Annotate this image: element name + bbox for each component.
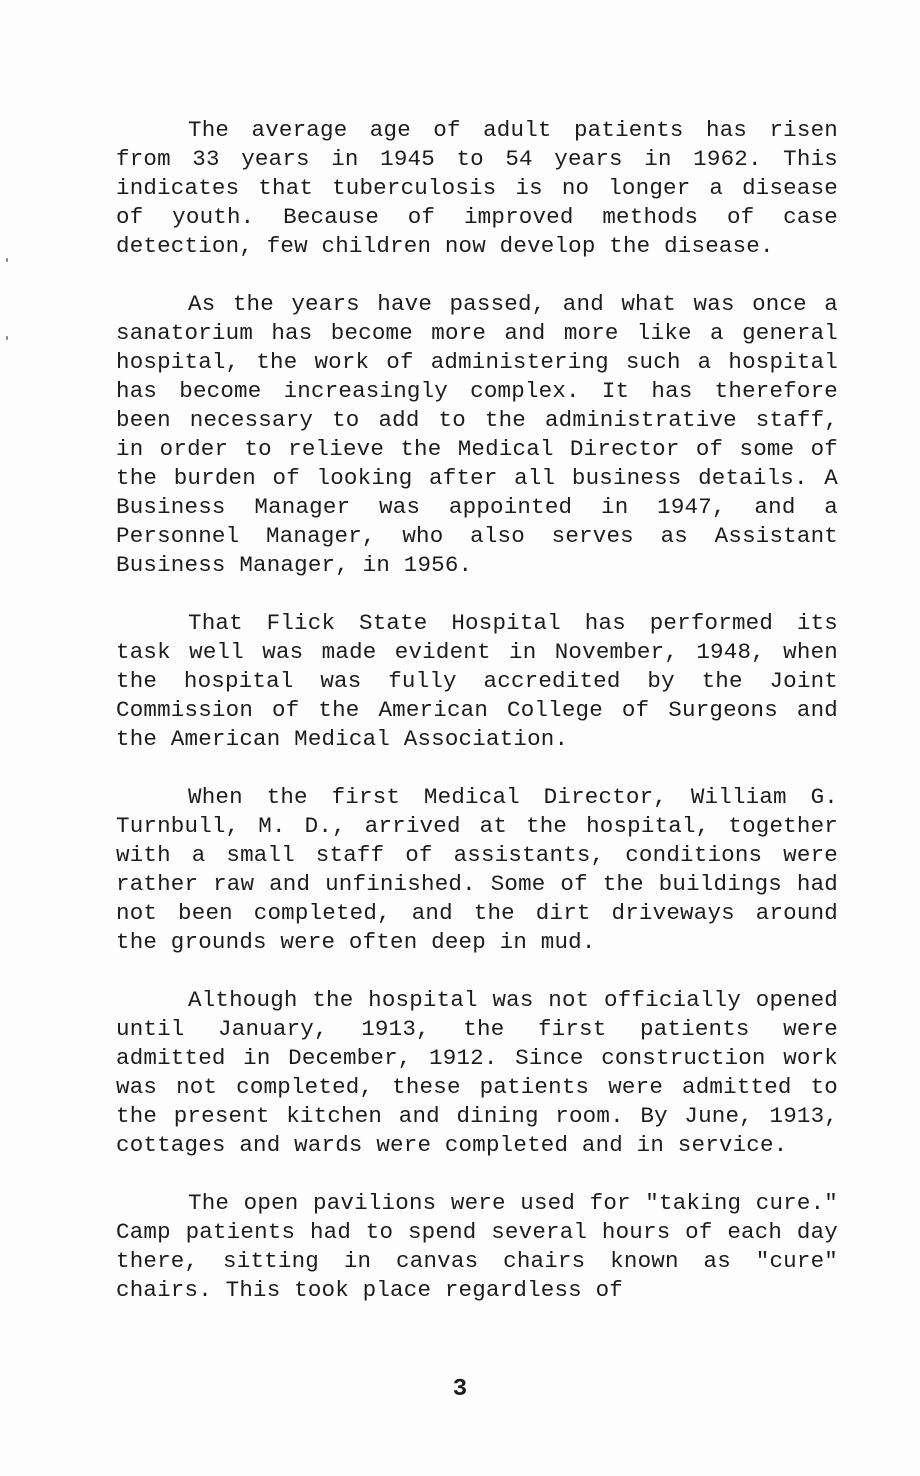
body-text [116, 116, 838, 1334]
paragraph-accreditation: That Flick State Hospital has performed its task well was made evident in November, 1948, when the hospital was fully accredited by the Joint Commission of the American College of Surgeons and the American Medical Association. [116, 610, 838, 752]
paragraph-administration: As the years have passed, and what was once a sanatorium has become more and more like a general hospital, the work of administering such a hospital has become increasingly complex. It has therefore been necessary to add to the administrative staff, in order to relieve the Medical Director of some of the burden of looking after all business details. A Business Manager was appointed in 1947, and a Personnel Manager, who also serves as Assistant Business Manager, in 1956. [116, 291, 838, 578]
paragraph-patient-age: The average age of adult patients has risen from 33 years in 1945 to 54 years in 1962. This indicates that tuberculosis is no longer a disease of youth. Because of improved methods of case detection, few children now develop the disease. [116, 117, 838, 259]
paragraph-pavilions: The open pavilions were used for "taking cure." Camp patients had to spend several hours of each day there, sitting in canvas chairs known as "cure" chairs. This took place regardless of [116, 1190, 838, 1303]
paragraph-opening: Although the hospital was not officially opened until January, 1913, the first patients were admitted in December, 1912. Since construction work was not completed, these patients were admitted to the present kitchen and dining room. By June, 1913, cottages and wards were completed and in service. [116, 987, 838, 1158]
margin-mark [6, 258, 8, 262]
paragraph-first-director: When the first Medical Director, William G. Turnbull, M. D., arrived at the hospital, together with a small staff of assistants, conditions were rather raw and unfinished. Some of the buildings had not been completed, and the dirt driveways around the grounds were often deep in mud. [116, 784, 838, 955]
page-number: 3 [452, 1376, 468, 1403]
margin-mark [6, 336, 8, 340]
